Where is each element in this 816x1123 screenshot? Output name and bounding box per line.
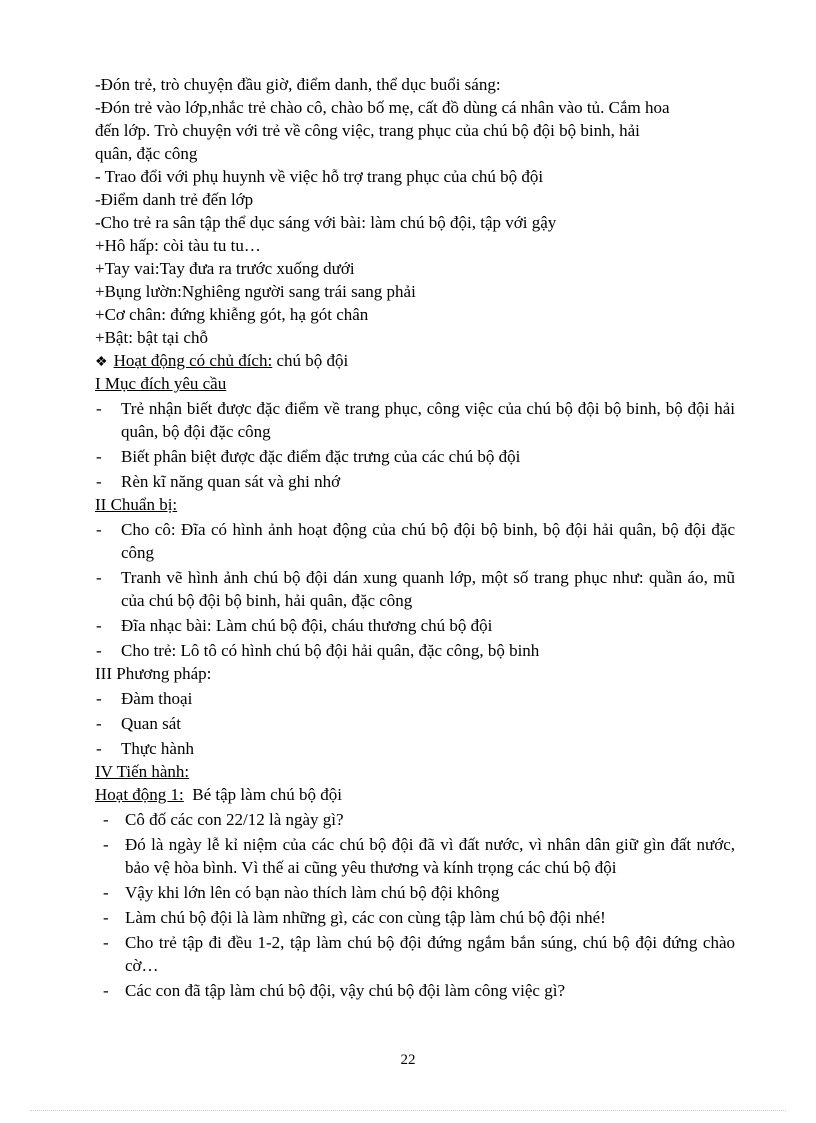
intro-line: +Bụng lườn:Nghiêng người sang trái sang phải [95, 282, 416, 301]
dash-bullet-icon: - [96, 447, 102, 466]
activity-label: Hoạt động có chủ đích: [113, 351, 273, 370]
list-item: - Cho trẻ: Lô tô có hình chú bộ đội hải quân, đặc công, bộ binh [96, 641, 540, 660]
section-heading-preparation: II Chuẩn bị: [95, 495, 178, 514]
list-item: - Vậy khi lớn lên có bạn nào thích làm chú bộ đội không [103, 883, 500, 902]
intro-line: -Điểm danh trẻ đến lớp [95, 190, 254, 209]
dash-bullet-icon: - [103, 933, 109, 952]
page-bottom-divider [30, 1110, 786, 1111]
activity-1-label: Hoạt động 1: [95, 785, 184, 804]
section-heading-procedure: IV Tiến hành: [95, 762, 190, 781]
intro-line: +Bật: bật tại chỗ [95, 328, 208, 347]
list-item: - Biết phân biệt được đặc điểm đặc trưng của các chú bộ đội [96, 447, 521, 466]
intro-line: quân, đặc công [95, 144, 198, 163]
list-item: - Cô đố các con 22/12 là ngày gì? [103, 810, 344, 829]
dash-bullet-icon: - [96, 568, 102, 587]
dash-bullet-icon: - [96, 739, 102, 758]
dash-bullet-icon: - [96, 641, 102, 660]
activity-1-heading [95, 783, 735, 806]
intro-line: +Tay vai:Tay đưa ra trước xuống dưới [95, 259, 355, 278]
intro-line: -Đón trẻ, trò chuyện đầu giờ, điểm danh, thể dục buổi sáng: [95, 75, 501, 94]
list-item: - Cho cô: Đĩa có hình ảnh hoạt động của chú bộ đội bộ binh, bộ đội hải quân, bộ đội đặc công [96, 520, 735, 562]
dash-bullet-icon: - [96, 399, 102, 418]
dash-bullet-icon: - [103, 981, 109, 1000]
list-item: - Đàm thoại [96, 689, 193, 708]
list-item: - Đĩa nhạc bài: Làm chú bộ đội, cháu thương chú bộ đội [96, 616, 493, 635]
dash-bullet-icon: - [103, 883, 109, 902]
dash-bullet-icon: - [96, 689, 102, 708]
list-item: - Quan sát [96, 714, 181, 733]
diamond-bullet-icon: ❖ [95, 355, 108, 370]
page-number: 22 [400, 1052, 416, 1068]
dash-bullet-icon: - [103, 835, 109, 854]
dash-bullet-icon: - [96, 714, 102, 733]
intro-line: - Trao đổi với phụ huynh về việc hỗ trợ trang phục của chú bộ đội [95, 167, 544, 186]
dash-bullet-icon: - [96, 472, 102, 491]
intro-line: +Hô hấp: còi tàu tu tu… [95, 236, 261, 255]
list-item: - Trẻ nhận biết được đặc điểm về trang phục, công việc của chú bộ đội bộ binh, bộ đội hải quân, bộ đội đặc công [96, 399, 735, 441]
page-content [95, 73, 735, 1002]
list-item: - Cho trẻ tập đi đều 1-2, tập làm chú bộ đội đứng ngắm bắn súng, chú bộ đội đứng chào cờ… [103, 933, 735, 975]
list-item: - Thực hành [96, 739, 194, 758]
list-item: - Đó là ngày lễ kỉ niệm của các chú bộ đội đã vì đất nước, vì nhân dân giữ gìn đất nước, bảo vệ hòa bình. Vì thế ai cũng yêu thương và kính trọng các chú bộ đội [103, 835, 735, 877]
list-item: - Các con đã tập làm chú bộ đội, vậy chú bộ đội làm công việc gì? [103, 981, 565, 1000]
list-item: - Làm chú bộ đội là làm những gì, các con cùng tập làm chú bộ đội nhé! [103, 908, 606, 927]
intro-line: đến lớp. Trò chuyện với trẻ về công việc, trang phục của chú bộ đội bộ binh, hải [95, 121, 640, 140]
section-heading-method: III Phương pháp: [95, 664, 212, 683]
dash-bullet-icon: - [103, 810, 109, 829]
list-item: - Rèn kĩ năng quan sát và ghi nhớ [96, 472, 341, 491]
activity-topic: chú bộ đội [272, 351, 349, 370]
intro-line: -Cho trẻ ra sân tập thể dục sáng với bài: làm chú bộ đội, tập với gậy [95, 213, 557, 232]
intro-block [95, 73, 735, 349]
section-heading-purpose: I Mục đích yêu cầu [95, 374, 227, 393]
list-item: - Tranh vẽ hình ảnh chú bộ đội dán xung quanh lớp, một số trang phục như: quần áo, mũ của chú bộ đội bộ binh, hải quân, đặc công [96, 568, 735, 610]
dash-bullet-icon: - [103, 908, 109, 927]
dash-bullet-icon: - [96, 616, 102, 635]
activity-heading [95, 349, 735, 372]
intro-line: +Cơ chân: đứng khiễng gót, hạ gót chân [95, 305, 369, 324]
dash-bullet-icon: - [96, 520, 102, 539]
intro-line: -Đón trẻ vào lớp,nhắc trẻ chào cô, chào bố mẹ, cất đồ dùng cá nhân vào tủ. Cắm hoa [95, 98, 670, 117]
activity-1-title: Bé tập làm chú bộ đội [183, 785, 342, 804]
